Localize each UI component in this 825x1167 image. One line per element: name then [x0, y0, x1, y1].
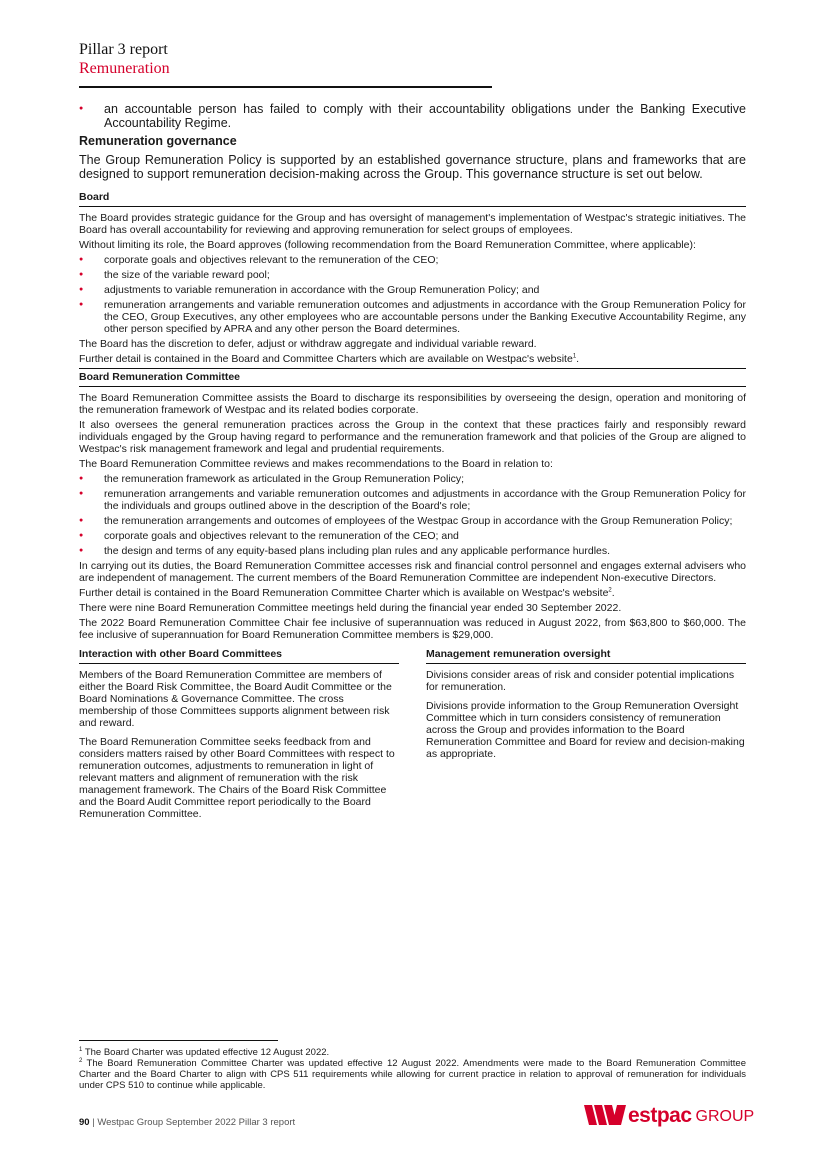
- paragraph: Without limiting its role, the Board approves (following recommendation from the Board Remuneration Committee, where applicable):: [79, 239, 696, 251]
- paragraph: [79, 587, 746, 599]
- paragraph: The 2022 Board Remuneration Committee Chair fee inclusive of superannuation was reduced in August 2022, from $63,800 to $60,000. The fee inclusive of superannuation for Board Remuneration Committee members is $29,000.: [79, 617, 746, 641]
- board-body: [79, 207, 746, 365]
- footnote-2: [79, 1058, 746, 1091]
- page-content: [79, 102, 746, 827]
- list-item: ● the design and terms of any equity-based plans including plan rules and any applicable performance hurdles.: [79, 545, 746, 557]
- header-rule: [79, 86, 492, 88]
- list-item: ● remuneration arrangements and variable remuneration outcomes and adjustments in accordance with the Group Remuneration Policy for the CEO, Group Executives, any other employees who are accountable persons under the Banking Executive Accountability Regime, any other person specified by APRA and any other person the Board determines.: [79, 299, 746, 335]
- interaction-body: [79, 664, 399, 820]
- governance-heading: Remuneration governance: [79, 134, 237, 148]
- oversight-column: [426, 646, 746, 827]
- interaction-heading: Interaction with other Board Committees: [79, 646, 399, 664]
- paragraph-text: Further detail is contained in the Board Remuneration Committee Charter which is available on Westpac's website: [79, 587, 609, 599]
- westpac-w-icon: [584, 1103, 630, 1127]
- list-item: ● the remuneration framework as articulated in the Group Remuneration Policy;: [79, 473, 746, 485]
- page-footer: [79, 1117, 295, 1128]
- footnote-1: [79, 1047, 746, 1058]
- interaction-column: [79, 646, 399, 827]
- paragraph: There were nine Board Remuneration Committee meetings held during the financial year ended 30 September 2022.: [79, 602, 622, 614]
- list-item: ● the remuneration arrangements and outcomes of employees of the Westpac Group in accordance with the Group Remuneration Policy;: [79, 515, 746, 527]
- footnote-rule: [79, 1040, 278, 1041]
- logo-wordmark: estpac: [628, 1104, 692, 1127]
- list-item: ● corporate goals and objectives relevant to the remuneration of the CEO;: [79, 254, 746, 266]
- footnotes: [79, 1047, 746, 1091]
- punctuation: .: [576, 353, 580, 365]
- list-item: ● adjustments to variable remuneration in accordance with the Group Remuneration Policy; and: [79, 284, 746, 296]
- section-title: Remuneration: [79, 60, 170, 77]
- board-heading: Board: [79, 189, 746, 207]
- paragraph: The Board Remuneration Committee reviews and makes recommendations to the Board in relation to:: [79, 458, 553, 470]
- paragraph: The Board has the discretion to defer, adjust or withdraw aggregate and individual variable reward.: [79, 338, 537, 350]
- paragraph: It also oversees the general remuneration practices across the Group in the context that these practices fairly and responsibly reward individuals engaged by the Group having regard to performance and the remuneration framework and that policies of the Group are aligned to Westpac's risk management framework and legal and prudential requirements.: [79, 419, 746, 455]
- governance-intro: The Group Remuneration Policy is supported by an established governance structure, plans and frameworks that are designed to support remuneration decision-making across the Group. This governance structure is set out below.: [79, 153, 746, 181]
- paragraph: The Board provides strategic guidance for the Group and has oversight of management's implementation of Westpac's strategic initiatives. The Board has overall accountability for reviewing and approving remuneration for select groups of employees.: [79, 212, 746, 236]
- footnote-ref: 1: [572, 353, 577, 360]
- paragraph: Members of the Board Remuneration Committee are members of either the Board Risk Committee, the Board Audit Committee or the Board Nominations & Governance Committee. The cross membership of those Committees supports alignment between risk and reward.: [79, 669, 392, 729]
- paragraph: The Board Remuneration Committee seeks feedback from and considers matters raised by other Board Committees with respect to remuneration outcomes, adjustments to remuneration in light of relevant matters and alignment of remuneration with the risk management framework. The Chairs of the Board Risk Committee and the Board Audit Committee report periodically to the Board Remuneration Committee.: [79, 736, 395, 820]
- lead-list: [79, 102, 746, 130]
- list-item: ● remuneration arrangements and variable remuneration outcomes and adjustments in accordance with the Group Remuneration Policy for the individuals and groups outlined above in the description of the Board's role;: [79, 488, 746, 512]
- footer-separator: |: [89, 1117, 98, 1128]
- paragraph: Divisions consider areas of risk and consider potential implications for remuneration.: [426, 669, 735, 693]
- punctuation: .: [611, 587, 615, 599]
- logo-group: GROUP: [695, 1108, 755, 1125]
- brc-body: [79, 387, 746, 641]
- oversight-body: [426, 664, 746, 760]
- brc-heading: Board Remuneration Committee: [79, 368, 746, 387]
- report-title: Pillar 3 report: [79, 41, 168, 58]
- page-header: [79, 40, 170, 78]
- footnote-text: The Board Remuneration Committee Charter was updated effective 12 August 2022. Amendments were made to the Board Remuneration Committee Charter and the Board Charter to align with CPS 511 requirements while allowing for current practice in relation to approval of remuneration for individuals under CPS 510 to continue while applicable.: [79, 1058, 746, 1091]
- oversight-heading: Management remuneration oversight: [426, 646, 746, 664]
- list-item: ● an accountable person has failed to comply with their accountability obligations under the Banking Executive Accountability Regime.: [79, 102, 746, 130]
- footnote-ref: 2: [608, 587, 612, 594]
- footnote-text: The Board Charter was updated effective 12 August 2022.: [84, 1047, 330, 1058]
- westpac-logo: [584, 1103, 754, 1127]
- paragraph: In carrying out its duties, the Board Remuneration Committee accesses risk and financial control personnel and engages external advisers who are independent of management. The current members of the Board Remuneration Committee are independent Non-executive Directors.: [79, 560, 746, 584]
- list-item: ● corporate goals and objectives relevant to the remuneration of the CEO; and: [79, 530, 746, 542]
- footnote-marker: 2: [79, 1057, 83, 1064]
- page-number: 90: [79, 1117, 90, 1128]
- paragraph-text: Further detail is contained in the Board and Committee Charters which are available on Westpac's website: [79, 353, 573, 365]
- footer-text: Westpac Group September 2022 Pillar 3 report: [97, 1117, 296, 1128]
- paragraph: The Board Remuneration Committee assists the Board to discharge its responsibilities by overseeing the design, operation and monitoring of the remuneration framework of Westpac and its related bodies corporate.: [79, 392, 746, 416]
- two-column-section: [79, 646, 746, 827]
- footnote-marker: 1: [79, 1046, 83, 1053]
- list-item: ● the size of the variable reward pool;: [79, 269, 746, 281]
- paragraph: Divisions provide information to the Group Remuneration Oversight Committee which in turn considers consistency of remuneration across the Group and provides information to the Board Remuneration Committee and Board for review and decision-making as appropriate.: [426, 700, 745, 760]
- paragraph: [79, 353, 746, 365]
